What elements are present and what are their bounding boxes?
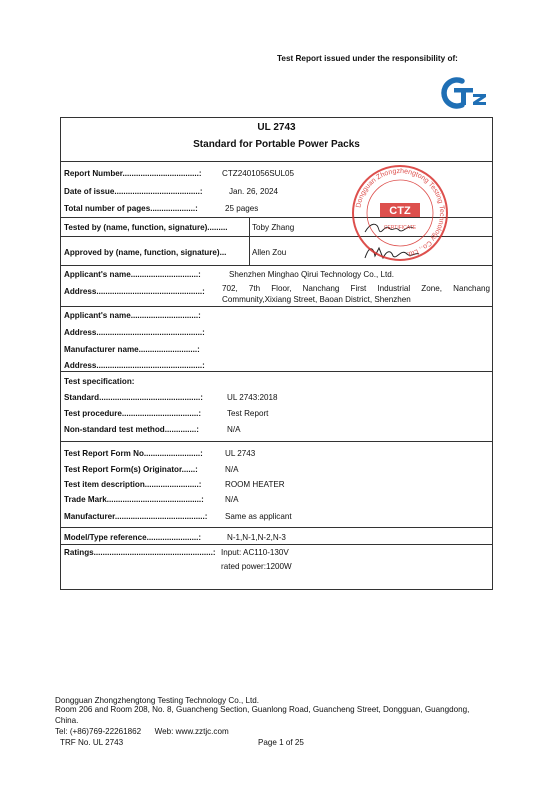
trade-mark-label: Trade Mark..........................................: (64, 495, 204, 504)
test-procedure-value: Test Report (227, 409, 269, 418)
ratings-label: Ratings.....................................................: (64, 548, 216, 557)
ctz-logo (440, 75, 490, 111)
divider (61, 161, 492, 162)
divider (61, 265, 492, 266)
footer-address: Room 206 and Room 208, No. 8, Guancheng Section, Guanlong Road, Guancheng Street, Dongguan, Guangdong, China. (55, 705, 470, 725)
applicant-address-value: 702, 7th Floor, Nanchang First Industrial Zone, Nanchang Community,Xixiang Street, Baoan District, Shenzhen (222, 284, 490, 304)
standard-number-title: UL 2743 (257, 122, 296, 133)
divider (249, 236, 250, 265)
applicant-address-label-2: Address...............................................: (64, 328, 205, 337)
non-standard-method-label: Non-standard test method..............: (64, 425, 199, 434)
footer-contact: Tel: (+86)769-22261862 Web: www.zztjc.com (55, 727, 229, 736)
divider (249, 217, 250, 236)
applicant-name-value: Shenzhen Minghao Qirui Technology Co., Ltd. (229, 270, 394, 279)
ratings-power-value: rated power:1200W (221, 562, 292, 571)
footer-company: Dongguan Zhongzhengtong Testing Technology Co., Ltd. (55, 696, 259, 705)
total-pages-value: 25 pages (225, 204, 259, 213)
test-item-description-value: ROOM HEATER (225, 480, 285, 489)
tested-by-label: Tested by (name, function, signature)......... (64, 223, 228, 232)
stamp-ring-text: Dongguan Zhongzhengtong Testing Technology Co., Ltd. (355, 167, 446, 258)
manufacturer-value: Same as applicant (225, 512, 292, 521)
report-number-label: Report Number..................................: (64, 169, 202, 178)
divider (61, 441, 492, 442)
report-frame (60, 117, 493, 590)
approved-by-value: Allen Zou (252, 248, 287, 257)
test-report-form-no-value: UL 2743 (225, 449, 256, 458)
divider (61, 371, 492, 372)
divider (61, 306, 492, 307)
applicant-address-label: Address...............................................: (64, 287, 205, 296)
model-type-reference-value: N-1,N-1,N-2,N-3 (227, 533, 286, 542)
test-report-form-no-label: Test Report Form No.........................: (64, 449, 203, 458)
applicant-name-label-2: Applicant's name..............................: (64, 311, 201, 320)
company-seal-stamp (350, 163, 450, 263)
manufacturer-name-label: Manufacturer name..........................: (64, 345, 200, 354)
manufacturer-label: Manufacturer........................................: (64, 512, 208, 521)
test-specification-heading: Test specification: (64, 377, 135, 386)
responsibility-header: Test Report issued under the responsibility of: (277, 54, 458, 63)
footer-trf-number: TRF No. UL 2743 (60, 738, 124, 747)
date-of-issue-value: Jan. 26, 2024 (229, 187, 279, 196)
form-originator-label: Test Report Form(s) Originator......: (64, 465, 198, 474)
divider (61, 527, 492, 528)
trade-mark-value: N/A (225, 495, 239, 504)
form-originator-value: N/A (225, 465, 239, 474)
standard-label: Standard.............................................: (64, 393, 203, 402)
stamp-sub-text: CERTIFICATE (383, 225, 417, 231)
total-pages-label: Total number of pages....................: (64, 204, 198, 213)
ratings-input-value: Input: AC110-130V (221, 548, 289, 557)
test-procedure-label: Test procedure..................................: (64, 409, 202, 418)
stamp-center-text: CTZ (389, 205, 411, 217)
applicant-name-label: Applicant's name..............................: (64, 270, 201, 279)
divider (61, 544, 492, 545)
manufacturer-address-label: Address...............................................: (64, 361, 205, 370)
report-number-value: CTZ2401056SUL05 (222, 169, 294, 178)
standard-name-title: Standard for Portable Power Packs (193, 139, 360, 150)
date-of-issue-label: Date of issue......................................: (64, 187, 203, 196)
standard-value: UL 2743:2018 (227, 393, 278, 402)
approved-by-label: Approved by (name, function, signature)... (64, 248, 227, 257)
tested-by-value: Toby Zhang (252, 223, 295, 232)
test-item-description-label: Test item description........................: (64, 480, 202, 489)
non-standard-method-value: N/A (227, 425, 241, 434)
model-type-reference-label: Model/Type reference.......................: (64, 533, 202, 542)
footer-page-number: Page 1 of 25 (258, 738, 304, 747)
